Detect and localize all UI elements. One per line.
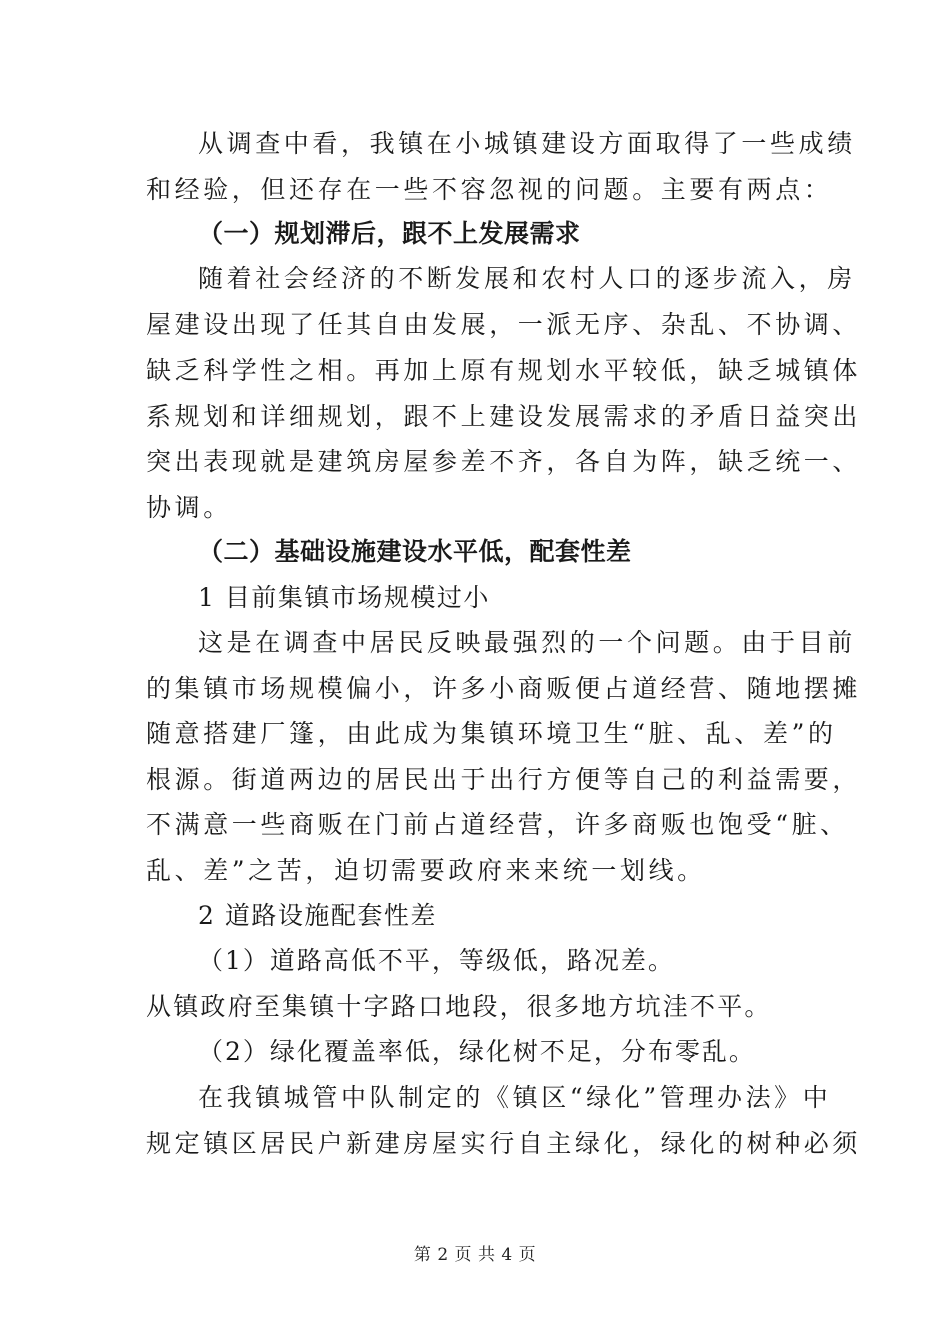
paragraph-line: 这是在调查中居民反映最强烈的一个问题。由于目前 <box>198 628 856 657</box>
paragraph-line: 乱、差”之苦，迫切需要政府来来统一划线。 <box>146 856 706 885</box>
paragraph-line: 和经验，但还存在一些不容忽视的问题。主要有两点： <box>146 175 833 204</box>
list-item: （1）道路高低不平，等级低，路况差。 <box>198 946 675 975</box>
paragraph-line: 从调查中看，我镇在小城镇建设方面取得了一些成绩 <box>198 129 856 158</box>
paragraph-line: 系规划和详细规划，跟不上建设发展需求的矛盾日益突出 <box>146 402 862 431</box>
paragraph-line: 从镇政府至集镇十字路口地段，很多地方坑洼不平。 <box>146 992 772 1021</box>
paragraph-line: 根源。街道两边的居民出于出行方便等自己的利益需要， <box>146 765 862 794</box>
paragraph-line: 规定镇区居民户新建房屋实行自主绿化，绿化的树种必须 <box>146 1129 862 1158</box>
paragraph-line: 在我镇城管中队制定的《镇区“绿化”管理办法》中 <box>198 1083 832 1112</box>
page-number-footer: 第 2 页 共 4 页 <box>413 1245 537 1265</box>
paragraph-line: 不满意一些商贩在门前占道经营，许多商贩也饱受“脏、 <box>146 810 849 839</box>
subsection-heading: 2 道路设施配套性差 <box>198 901 437 930</box>
paragraph-line: 随着社会经济的不断发展和农村人口的逐步流入，房 <box>198 264 856 293</box>
list-item: （2）绿化覆盖率低，绿化树不足，分布零乱。 <box>198 1037 756 1066</box>
section-heading: （二）基础设施建设水平低，配套性差 <box>198 537 632 566</box>
section-heading: （一）规划滞后，跟不上发展需求 <box>198 219 581 248</box>
paragraph-line: 屋建设出现了任其自由发展，一派无序、杂乱、不协调、 <box>146 310 862 339</box>
subsection-heading: 1 目前集镇市场规模过小 <box>198 583 490 612</box>
paragraph-line: 缺乏科学性之相。再加上原有规划水平较低，缺乏城镇体 <box>146 356 862 385</box>
paragraph-line: 突出表现就是建筑房屋参差不齐，各自为阵，缺乏统一、 <box>146 447 862 476</box>
paragraph-line: 随意搭建厂篷，由此成为集镇环境卫生“脏、乱、差”的 <box>146 719 837 748</box>
paragraph-line: 协调。 <box>146 493 232 522</box>
paragraph-line: 的集镇市场规模偏小，许多小商贩便占道经营、随地摆摊 <box>146 674 862 703</box>
